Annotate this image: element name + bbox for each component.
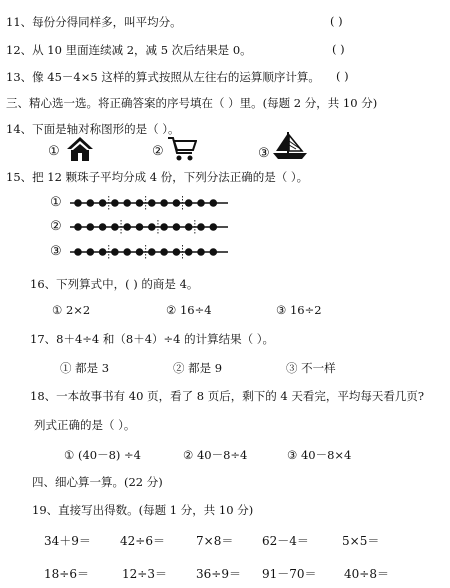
bead bbox=[148, 248, 156, 256]
bead bbox=[185, 223, 193, 231]
calc-r1-3[interactable]: 7×8＝ bbox=[196, 534, 234, 548]
bead-row-1 bbox=[70, 196, 230, 210]
bead bbox=[123, 248, 131, 256]
q19-text: 19、直接写出得数。(每题 1 分，共 10 分) bbox=[32, 503, 254, 517]
q16-option-2[interactable]: ② 16÷4 bbox=[166, 303, 212, 317]
q17-option-3[interactable]: ③ 不一样 bbox=[286, 361, 336, 375]
q14-option-3-label[interactable]: ③ bbox=[258, 146, 270, 161]
q13-text: 13、像 45－4×5 这样的算式按照从左往右的运算顺序计算。 bbox=[6, 70, 320, 84]
bead bbox=[136, 223, 144, 231]
bead bbox=[160, 199, 168, 207]
q15-option-3-label[interactable]: ③ bbox=[50, 244, 62, 259]
q18-option-1[interactable]: ① (40－8) ÷4 bbox=[64, 448, 141, 462]
q16-text: 16、下列算式中，( ) 的商是 4。 bbox=[30, 277, 199, 291]
calc-r1-4[interactable]: 62－4＝ bbox=[262, 534, 309, 548]
section4-title: 四、细心算一算。(22 分) bbox=[32, 475, 163, 489]
q18-subtext: 列式正确的是（ ）。 bbox=[34, 418, 136, 432]
bead bbox=[136, 248, 144, 256]
q15-text: 15、把 12 颗珠子平均分成 4 份，下列分法正确的是（ ）。 bbox=[6, 170, 309, 184]
calc-r2-4[interactable]: 91－70＝ bbox=[262, 567, 317, 581]
bead bbox=[160, 223, 168, 231]
bead bbox=[148, 223, 156, 231]
bead bbox=[99, 223, 107, 231]
sailboat-icon bbox=[272, 131, 308, 161]
bead bbox=[136, 199, 144, 207]
bead bbox=[210, 248, 218, 256]
calc-r2-1[interactable]: 18÷6＝ bbox=[44, 567, 89, 581]
bead bbox=[197, 223, 205, 231]
bead-row-3 bbox=[70, 245, 230, 259]
q17-option-1[interactable]: ① 都是 3 bbox=[60, 361, 110, 375]
q11-answer-blank[interactable]: ( ) bbox=[330, 14, 343, 28]
bead bbox=[210, 199, 218, 207]
bead bbox=[74, 223, 82, 231]
q14-option-1-label[interactable]: ① bbox=[48, 144, 60, 159]
q17-text: 17、8＋4÷4 和（8＋4）÷4 的计算结果（ ）。 bbox=[30, 332, 275, 346]
calc-r1-1[interactable]: 34＋9＝ bbox=[44, 534, 91, 548]
bead-row-2 bbox=[70, 220, 230, 234]
q14-option-2-label[interactable]: ② bbox=[152, 144, 164, 159]
bead bbox=[74, 248, 82, 256]
section3-title: 三、精心选一选。将正确答案的序号填在（ ）里。(每题 2 分，共 10 分) bbox=[6, 96, 378, 110]
q12-text: 12、从 10 里面连续减 2，减 5 次后结果是 0。 bbox=[6, 43, 252, 57]
bead bbox=[185, 199, 193, 207]
calc-r1-2[interactable]: 42÷6＝ bbox=[120, 534, 165, 548]
bead bbox=[111, 223, 119, 231]
bead bbox=[99, 199, 107, 207]
bead bbox=[185, 248, 193, 256]
bead bbox=[87, 248, 95, 256]
calc-r2-3[interactable]: 36÷9＝ bbox=[196, 567, 241, 581]
q13-answer-blank[interactable]: ( ) bbox=[336, 69, 349, 83]
q16-option-3[interactable]: ③ 16÷2 bbox=[276, 303, 322, 317]
bead bbox=[87, 199, 95, 207]
calc-r1-5[interactable]: 5×5＝ bbox=[342, 534, 380, 548]
bead bbox=[123, 199, 131, 207]
q15-option-2-label[interactable]: ② bbox=[50, 219, 62, 234]
bead bbox=[123, 223, 131, 231]
house-icon bbox=[66, 136, 94, 162]
bead bbox=[87, 223, 95, 231]
bead bbox=[210, 223, 218, 231]
bead bbox=[197, 248, 205, 256]
bead bbox=[74, 199, 82, 207]
bead bbox=[160, 248, 168, 256]
calc-r2-5[interactable]: 40÷8＝ bbox=[344, 567, 389, 581]
bead bbox=[173, 223, 181, 231]
shopping-cart-icon bbox=[167, 136, 197, 162]
bead bbox=[173, 199, 181, 207]
bead bbox=[99, 248, 107, 256]
bead bbox=[148, 199, 156, 207]
q18-text: 18、一本故事书有 40 页，看了 8 页后，剩下的 4 天看完，平均每天看几页? bbox=[30, 389, 424, 403]
q11-text: 11、每份分得同样多，叫平均分。 bbox=[6, 15, 182, 29]
q15-option-1-label[interactable]: ① bbox=[50, 195, 62, 210]
bead bbox=[173, 248, 181, 256]
bead bbox=[111, 248, 119, 256]
q12-answer-blank[interactable]: ( ) bbox=[332, 42, 345, 56]
q16-option-1[interactable]: ① 2×2 bbox=[52, 303, 91, 317]
q17-option-2[interactable]: ② 都是 9 bbox=[173, 361, 223, 375]
q14-text: 14、下面是轴对称图形的是（ ）。 bbox=[6, 122, 180, 136]
q18-option-3[interactable]: ③ 40－8×4 bbox=[287, 448, 352, 462]
bead bbox=[111, 199, 119, 207]
q18-option-2[interactable]: ② 40－8÷4 bbox=[183, 448, 248, 462]
bead bbox=[197, 199, 205, 207]
calc-r2-2[interactable]: 12÷3＝ bbox=[122, 567, 167, 581]
